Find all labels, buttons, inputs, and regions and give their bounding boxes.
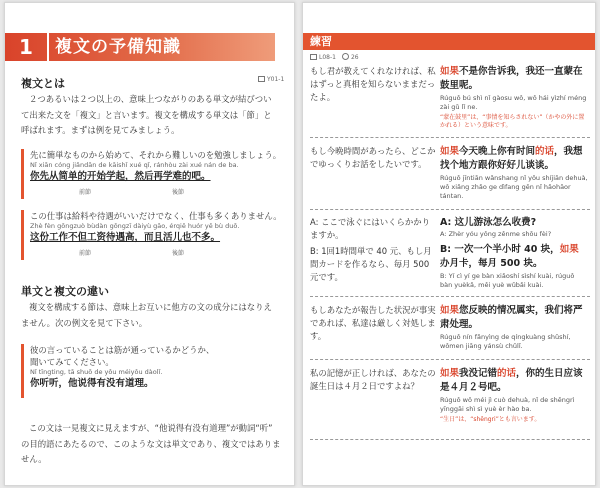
keyword: 如果: [440, 305, 460, 316]
item-chinese: 如果今天晚上你有时间的话，我想找个地方跟你好好儿谈谈。: [440, 146, 583, 171]
former-clause: 你先从简单的开始学起，: [30, 171, 135, 182]
item-japanese: もしあなたが報告した状況が事実であれば、私達は厳しく対処します。: [310, 305, 436, 341]
practice-meta[interactable]: [310, 53, 359, 61]
example-japanese: この仕事は給料や待遇がいいだけでなく、仕事も多くありません。: [30, 211, 282, 221]
section-title-difference: 単文と複文の違い: [21, 285, 109, 298]
item-pinyin: Rúguǒ jīntiān wǎnshang nǐ yǒu shíjiān dehuà, wǒ xiǎng zhǎo ge dìfang gēn nǐ hǎohāor tántan.: [440, 174, 588, 200]
practice-item: [310, 216, 590, 294]
practice-header: [303, 33, 596, 50]
item-pinyin: Rúguǒ wǒ méi jì cuò dehuà, nǐ de shēngrì yīnggāi shì sì yuè èr hào ba.: [440, 396, 575, 413]
body-line: ２つあるいは２つ以上の、意味上つながりのある単文が結びつい: [29, 94, 272, 104]
example-3: [21, 344, 283, 398]
former-clause-label: 前節: [79, 250, 92, 257]
body-line: 呼ばれます。まずは例を見てみましょう。: [21, 125, 180, 135]
keyword: 如果: [440, 146, 460, 157]
example-2: [21, 210, 283, 260]
practice-title: 練習: [310, 35, 332, 48]
latter-clause: 然后再学难的吧。: [134, 171, 211, 182]
practice-item: [310, 145, 590, 211]
item-chinese: A: 这儿游泳怎么收费?: [440, 217, 537, 228]
divider: [310, 359, 590, 360]
item-chinese: 如果我没记错的话，你的生日应该是４月２号吧。: [440, 368, 583, 393]
item-japanese: 私の記憶が正しければ、あなたの誕生日は４月２日ですよね？: [310, 368, 436, 391]
example-chinese: 你听听，他说得有没有道理。: [30, 378, 154, 389]
item-japanese: A: ここで泳ぐにはいくらかかりますか。: [310, 217, 430, 240]
section-title-fukubun: 複文とは: [21, 77, 65, 90]
item-chinese: 如果不是你告诉我，我还一直蒙在鼓里呢。: [440, 66, 583, 91]
item-pinyin: B: Yí cì yí ge bàn xiǎoshí sìshí kuài, rúguǒ bàn yuèkǎ, měi yuè wǔbǎi kuài.: [440, 272, 575, 289]
item-pinyin: Rúguǒ nín fǎnyìng de qíngkuàng shǔshí, wǒmen jiāng yánsù chǔlǐ.: [440, 333, 571, 350]
latter-clause-label: 後節: [172, 189, 185, 196]
item-pinyin: A: Zhèr yóu yǒng zěnme shōu fèi?: [440, 230, 552, 238]
section1-body: [21, 92, 289, 139]
keyword: 的话: [497, 368, 517, 379]
track-icon: [310, 54, 317, 60]
practice-item: [310, 304, 590, 360]
example-pinyin: Zhè fèn gōngzuò bùdàn gōngzī dàiyù gāo, érqiě huór yě bù duō.: [30, 222, 240, 230]
left-page: [4, 2, 295, 486]
item-japanese: もし君が教えてくれなければ、私はずっと真相を知らないままだったよ。: [310, 66, 436, 102]
practice-item: [310, 65, 590, 133]
chapter-number: 1: [19, 35, 33, 59]
right-page: [302, 2, 596, 486]
divider: [310, 439, 590, 440]
item-chinese: B: 一次一个半小时 40 块，如果办月卡，每月 500 块。: [440, 244, 579, 269]
cd-number: 26: [350, 54, 359, 61]
body-line: 複文を構成する節は、意味上お互いに他方の文の成分にはなりえ: [29, 302, 272, 312]
item-chinese: 如果您反映的情况属实，我们将严肃处理。: [440, 305, 583, 330]
body-line: の目的語にあたるので、このような文は単文であり、複文ではありま: [21, 438, 281, 449]
item-note: “生日”は、“shēngri”とも言います。: [440, 416, 541, 423]
chapter-title: 複文の予備知識: [47, 33, 181, 61]
former-clause: 这份工作不但工资待遇高，: [30, 232, 145, 243]
example-japanese: 先に簡単なものから始めて、それから難しいのを勉強しましょう。: [30, 150, 282, 160]
chapter-header: [5, 33, 275, 61]
audio-ref[interactable]: [258, 76, 284, 83]
example-pinyin: Nǐ xiān cóng jiǎndān de kāishǐ xué qǐ, ránhòu zài xué nán de ba.: [30, 161, 239, 169]
item-pinyin: Rúguǒ bú shì nǐ gàosu wǒ, wǒ hái yìzhí méng zài gǔ lǐ ne.: [440, 94, 587, 111]
item-japanese: B: 1回1時間単で 40 元、もし月間カードを作るなら、毎月 500 元です。: [310, 246, 432, 282]
example-japanese: 聞いてみてください。: [30, 357, 114, 367]
body-line: て出来た文を「複文」と言います。複文を構成する単文は「節」と: [21, 109, 272, 120]
latter-clause-label: 後節: [172, 250, 185, 257]
example-chinese: [30, 231, 283, 244]
item-japanese: もし今晩時間があったら、どこかでゆっくりお話をしたいです。: [310, 146, 436, 169]
keyword: 如果: [440, 368, 460, 379]
track-label: L08-1: [319, 54, 336, 61]
keyword: 如果: [440, 66, 460, 77]
section2-body: [21, 300, 289, 331]
example-japanese: 彼の言っていることは筋が通っているかどうか、: [30, 345, 215, 355]
bottom-body: [21, 421, 289, 468]
example-pinyin: Nǐ tīngting, tā shuō de yǒu méiyǒu dàolǐ.: [30, 368, 163, 376]
body-line: ません。次の例文を見て下さい。: [21, 317, 148, 328]
divider: [310, 137, 590, 138]
divider: [310, 296, 590, 297]
body-line: この文は一見複文に見えますが、“他说得有没有道理”が動詞“听”: [29, 423, 273, 433]
audio-ref-label: Y01-1: [267, 76, 285, 83]
body-line: せん。: [21, 454, 47, 464]
example-1: [21, 149, 283, 199]
practice-item: [310, 367, 590, 437]
divider: [310, 209, 590, 210]
latter-clause: 而且活儿也不多。: [144, 232, 221, 243]
keyword: 如果: [559, 244, 579, 255]
example-chinese: [30, 170, 283, 183]
former-clause-label: 前節: [79, 189, 92, 196]
track-icon: [258, 76, 265, 82]
cd-icon: [342, 53, 349, 60]
keyword: 的话: [535, 146, 555, 157]
item-note: “蒙在鼓里”は、“事情を知らされない”（かやの外に置かれる）という意味です。: [440, 114, 585, 129]
